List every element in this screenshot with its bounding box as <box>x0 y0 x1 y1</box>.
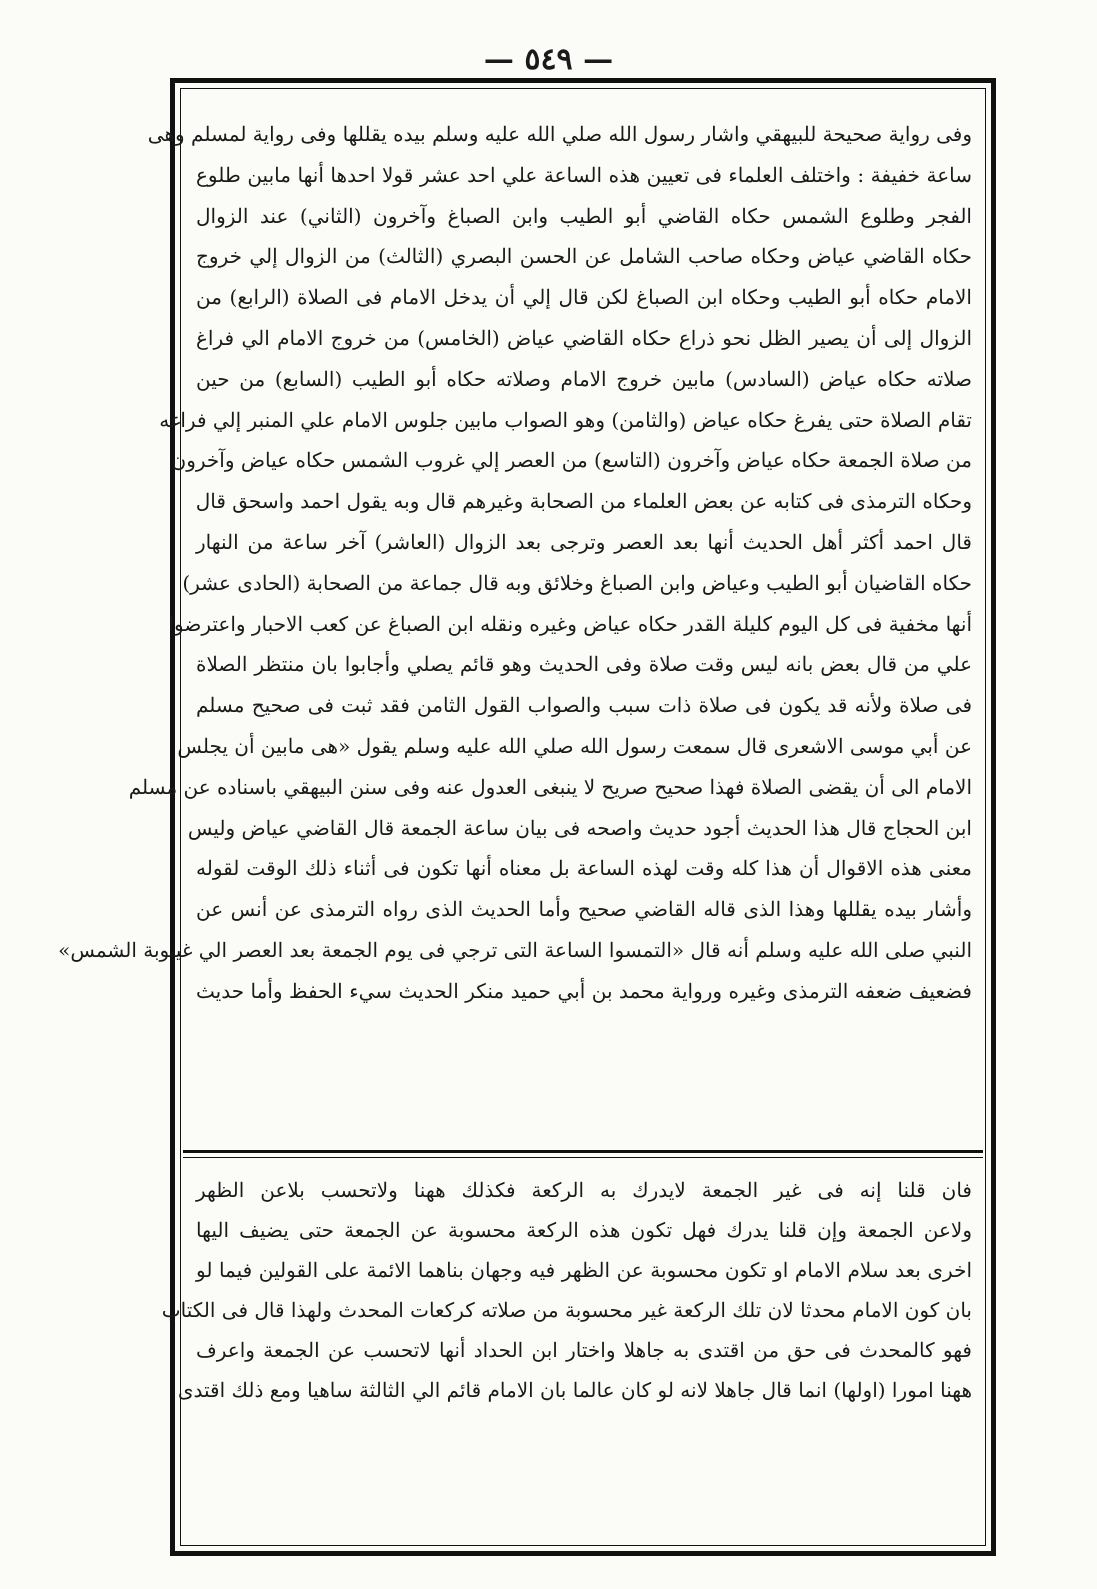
footnote-line: فهو كالمحدث فى حق من اقتدى به جاهلا واختار ابن الحداد أنها لاتحسب عن الجمعة واعرف <box>196 1338 972 1362</box>
main-text-line: صلاته حكاه عياض (السادس) مابين خروج الامام وصلاته حكاه أبو الطيب (السابع) من حين <box>196 366 972 391</box>
main-text-line: قال احمد أكثر أهل الحديث أنها بعد العصر وترجى بعد الزوال (العاشر) آخر ساعة من النهار <box>196 529 972 554</box>
main-text-line: أنها مخفية فى كل اليوم كليلة القدر حكاه عياض وغيره ونقله ابن الصباغ عن كعب الاحبار واعترضوا <box>168 611 972 636</box>
main-text-line: الامام الى أن يقضى الصلاة فهذا صحيح صريح لا ينبغى العدول عنه وفى سنن البيهقي باسناده عن مسلم <box>128 774 972 799</box>
footnote-line: فان قلنا إنه فى غير الجمعة لايدرك به الركعة فكذلك ههنا ولاتحسب بلاعن الظهر <box>196 1178 972 1202</box>
main-text-line: حكاه القاضيان أبو الطيب وعياض وابن الصباغ وخلائق وبه قال جماعة من الصحابة (الحادى عشر) <box>182 570 972 595</box>
main-text-line: وفى رواية صحيحة للبيهقي واشار رسول الله صلي الله عليه وسلم بيده يقللها وفى رواية لمسلم وهى <box>147 122 972 146</box>
main-text-line: وأشار بيده يقللها وهذا الذى قاله القاضي صحيح وأما الحديث الذى رواه الترمذى عن أنس عن <box>196 897 973 922</box>
footnote-divider <box>183 1150 983 1153</box>
main-text-line: النبي صلى الله عليه وسلم أنه قال «التمسوا الساعة التى ترجي فى يوم الجمعة بعد العصر الي غيبوبة الشمس» <box>58 937 972 962</box>
footnote-body <box>161 1170 972 1410</box>
page-number: — ٥٤٩ — <box>483 42 614 77</box>
main-text-line: تقام الصلاة حتى يفرغ حكاه عياض (والثامن) وهو الصواب مابين جلوس الامام علي المنبر إلي فراغه <box>159 407 972 432</box>
main-text-line: الزوال إلى أن يصير الظل نحو ذراع حكاه القاضي عياض (الخامس) من خروج الامام الي فراغ <box>196 325 972 350</box>
main-text-line: الفجر وطلوع الشمس حكاه القاضي أبو الطيب وابن الصباغ وآخرون (الثاني) عند الزوال <box>196 203 972 228</box>
footnote-line: ههنا امورا (اولها) انما قال جاهلا لانه لو كان عالما بان الامام قائم الي الثالثة ساهيا ومع ذلك اقتدى <box>177 1378 972 1402</box>
main-text-line: حكاه القاضي عياض وحكاه صاحب الشامل عن الحسن البصري (الثالث) من الزوال إلي خروج <box>196 244 972 269</box>
footnote-line: ولاعن الجمعة وإن قلنا يدرك فهل تكون هذه الركعة محسوبة عن الجمعة حتى يضيف اليها <box>196 1218 972 1242</box>
main-text-line: ساعة خفيفة : واختلف العلماء فى تعيين هذه الساعة علي احد عشر قولا احدها أنها مابين طلوع <box>196 162 972 187</box>
main-text-line: ابن الحجاج قال هذا الحديث أجود حديث واصحه فى بيان ساعة الجمعة قال القاضي عياض وليس <box>187 815 972 840</box>
main-text-line: فى صلاة ولأنه قد يكون فى صلاة ذات سبب والصواب القول الثامن فقد ثبت فى صحيح مسلم <box>196 693 972 718</box>
main-text-line: عن أبي موسى الاشعرى قال سمعت رسول الله صلي الله عليه وسلم يقول «هى مابين أن يجلس <box>177 733 972 758</box>
main-text-body <box>58 114 973 1012</box>
footnote-line: بان كون الامام محدثا لان تلك الركعة غير محسوبة من صلاته كركعات المحدث ولهذا قال فى الكتاب <box>161 1298 972 1322</box>
main-text-line: فضعيف ضعفه الترمذى وغيره ورواية محمد بن أبي حميد منكر الحديث سيء الحفظ وأما حديث <box>196 978 972 1003</box>
main-text-line: من صلاة الجمعة حكاه عياض وآخرون (التاسع) من العصر إلي غروب الشمس حكاه عياض وآخرون <box>171 448 972 473</box>
main-text-line: علي من قال بعض بانه ليس وقت صلاة وفى الحديث وهو قائم يصلي وأجابوا بان منتظر الصلاة <box>196 652 972 677</box>
footnote-divider-thin <box>183 1157 983 1158</box>
footnote-line: اخرى بعد سلام الامام او تكون محسوبة عن الظهر فيه وجهان بناهما الائمة على القولين فيما لو <box>196 1258 972 1282</box>
main-text-line: معنى هذه الاقوال أن هذا كله وقت لهذه الساعة بل معناه أنها تكون فى أثناء ذلك الوقت لقوله <box>196 856 972 881</box>
main-text-line: الامام حكاه أبو الطيب وحكاه ابن الصباغ لكن قال إلي أن يدخل الامام فى الصلاة (الرابع) من <box>196 285 972 310</box>
main-text-line: وحكاه الترمذى فى كتابه عن بعض العلماء من الصحابة وغيرهم قال وبه يقول احمد واسحق قال <box>195 489 972 514</box>
